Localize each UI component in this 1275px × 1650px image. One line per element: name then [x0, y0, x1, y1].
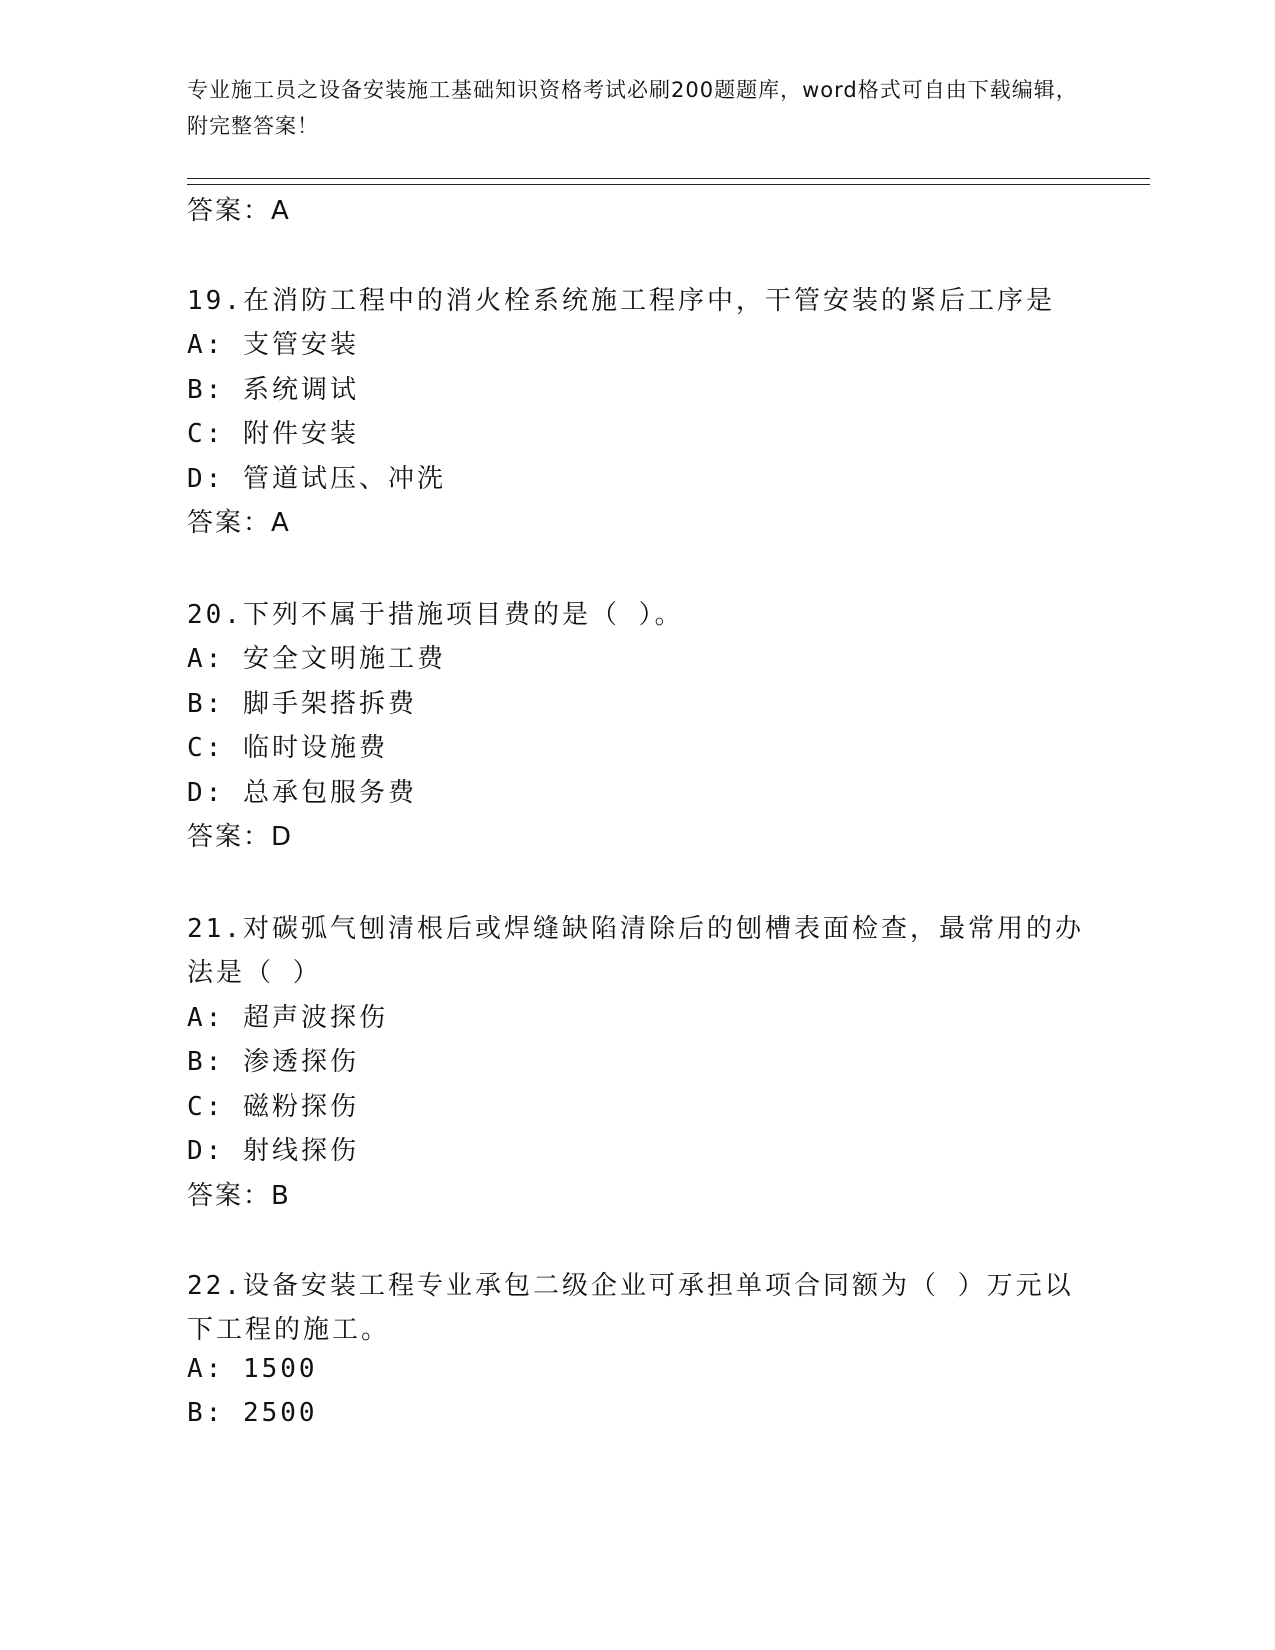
question-21-option-a: A: 超声波探伤	[187, 1003, 388, 1033]
question-20-stem: 20.下列不属于措施项目费的是（ ）。	[187, 600, 684, 630]
question-19-option-a: A: 支管安装	[187, 330, 359, 360]
question-21-option-b: B: 渗透探伤	[187, 1047, 359, 1077]
question-19-option-c: C: 附件安装	[187, 419, 359, 449]
question-20-option-a: A: 安全文明施工费	[187, 644, 446, 674]
question-20-option-c: C: 临时设施费	[187, 733, 388, 763]
question-19-stem: 19.在消防工程中的消火栓系统施工程序中，干管安装的紧后工序是	[187, 286, 1055, 316]
question-21-option-d: D: 射线探伤	[187, 1136, 359, 1166]
question-22-stem: 22.设备安装工程专业承包二级企业可承担单项合同额为（ ）万元以	[187, 1271, 1074, 1301]
header-divider-bottom	[187, 184, 1150, 185]
question-21-stem: 21.对碳弧气刨清根后或焊缝缺陷清除后的刨槽表面检查，最常用的办	[187, 914, 1084, 944]
question-22-stem-cont: 下工程的施工。	[187, 1315, 391, 1345]
question-22-option-b: B: 2500	[187, 1398, 318, 1428]
answer-q21: 答案：B	[187, 1181, 291, 1211]
question-19-option-b: B: 系统调试	[187, 375, 359, 405]
answer-q18: 答案：A	[187, 196, 291, 226]
answer-q19: 答案：A	[187, 508, 291, 538]
document-header: 专业施工员之设备安装施工基础知识资格考试必刷200题题库，word格式可自由下载编辑，附完整答案！	[187, 78, 1078, 138]
question-20-option-b: B: 脚手架搭拆费	[187, 689, 417, 719]
question-19-option-d: D: 管道试压、冲洗	[187, 464, 446, 494]
header-divider-top	[187, 178, 1150, 179]
question-22-option-a: A: 1500	[187, 1354, 318, 1384]
answer-q20: 答案：D	[187, 822, 294, 852]
question-20-option-d: D: 总承包服务费	[187, 778, 417, 808]
question-21-option-c: C: 磁粉探伤	[187, 1092, 359, 1122]
question-21-stem-cont: 法是（ ）	[187, 958, 322, 988]
